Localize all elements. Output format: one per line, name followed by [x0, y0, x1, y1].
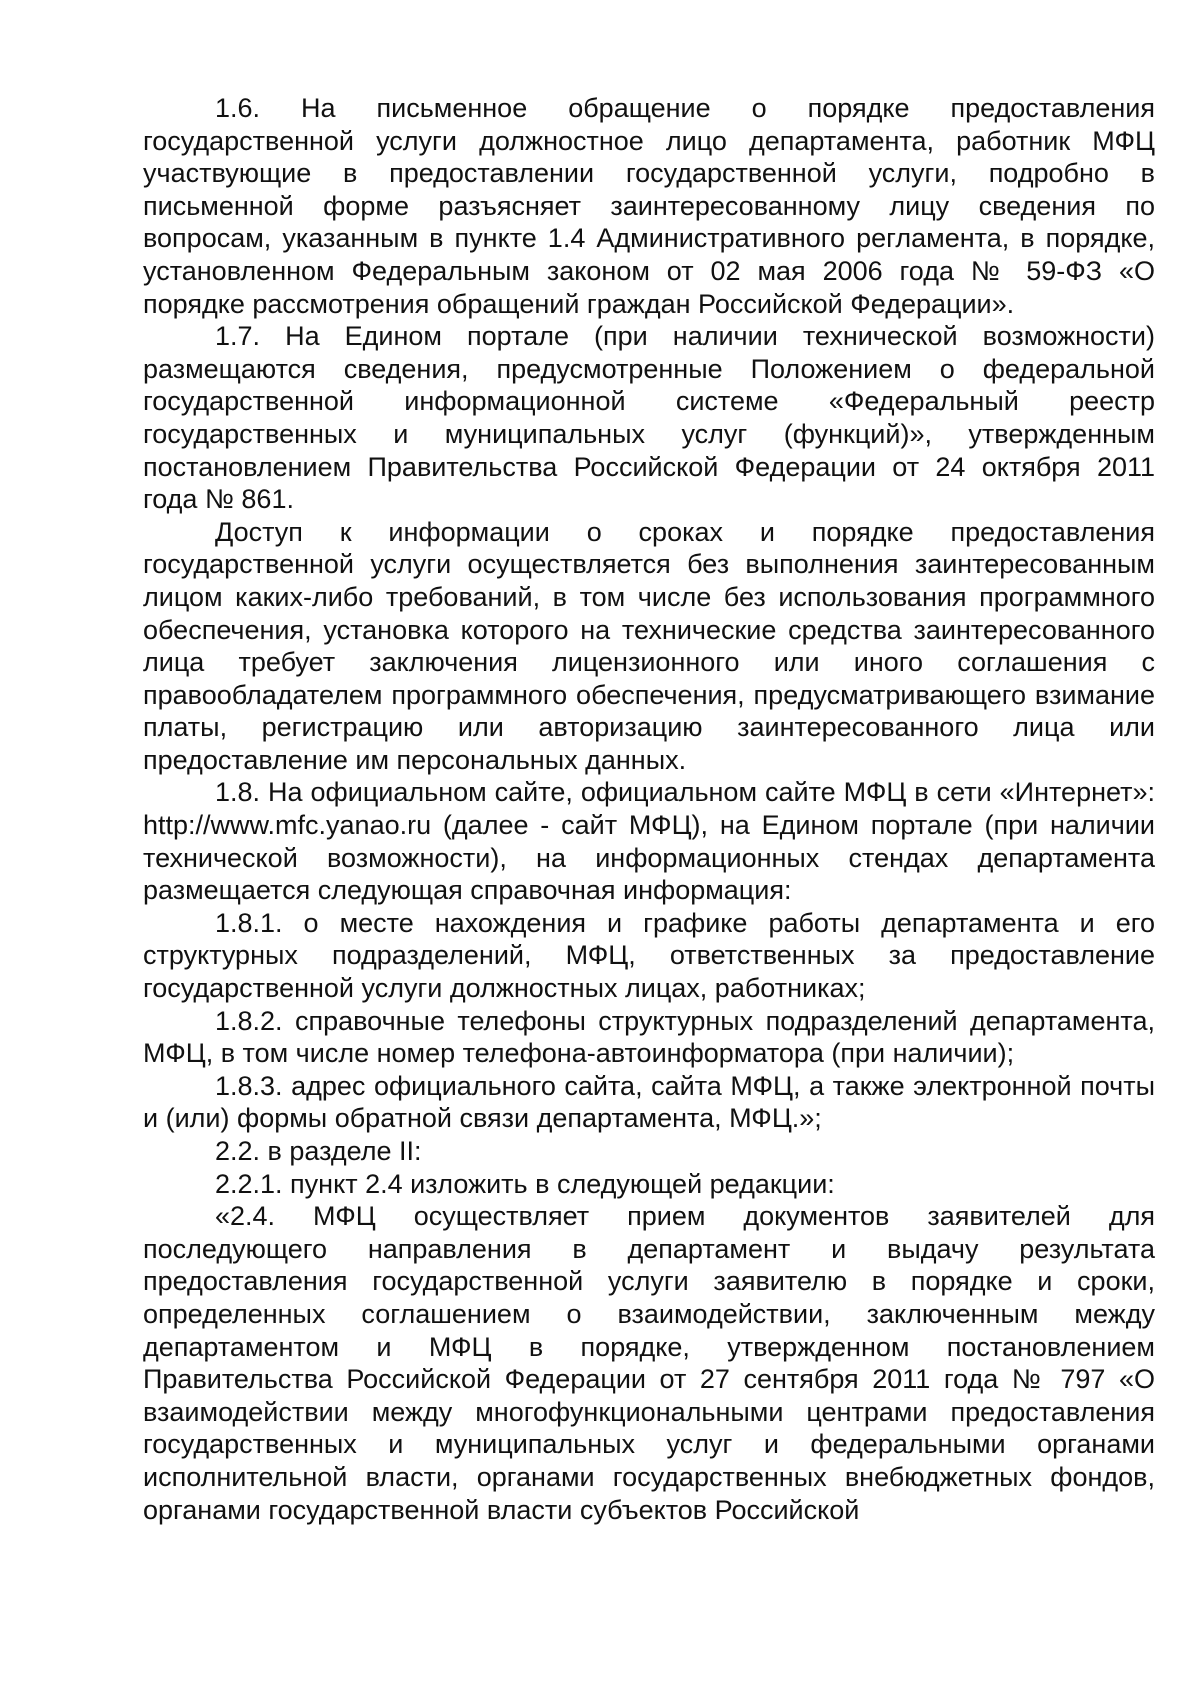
- paragraph-1-7: 1.7. На Едином портале (при наличии технической возможности) размещаются сведения, предусмотренные Положением о федеральной государственной информационной системе «Федеральный реестр государственных и муниципальных услуг (функций)», утвержденным постановлением Правительства Российской Федерации от 24 октября 2011 года № 861.: [143, 321, 1155, 515]
- paragraph-1-8-3: 1.8.3. адрес официального сайта, сайта МФЦ, а также электронной почты и (или) формы обратной связи департамента, МФЦ.»;: [143, 1070, 1155, 1134]
- paragraph-2-2-1: 2.2.1. пункт 2.4 изложить в следующей редакции:: [215, 1168, 835, 1199]
- paragraph-access-info: Доступ к информации о сроках и порядке предоставления государственной услуги осуществляется без выполнения заинтересованным лицом каких-либо требований, в том числе без использования программного обеспечения, установка которого на технические средства заинтересованного лица требует заключения лицензионного или иного соглашения с правообладателем программного обеспечения, предусматривающего взимание платы, регистрацию или авторизацию заинтересованного лица или предоставление им персональных данных.: [143, 516, 1155, 775]
- document-page: [143, 92, 1155, 1526]
- paragraph-1-6: 1.6. На письменное обращение о порядке предоставления государственной услуги должностное лицо департамента, работник МФЦ участвующие в предоставлении государственной услуги, подробно в письменной форме разъясняет заинтересованному лицу сведения по вопросам, указанным в пункте 1.4 Административного регламента, в порядке, установленном Федеральным законом от 02 мая 2006 года № 59-ФЗ «О порядке рассмотрения обращений граждан Российской Федерации».: [143, 93, 1155, 319]
- paragraph-1-8-2: 1.8.2. справочные телефоны структурных подразделений департамента, МФЦ, в том числе номер телефона-автоинформатора (при наличии);: [143, 1005, 1155, 1069]
- paragraph-2-4: «2.4. МФЦ осуществляет прием документов заявителей для последующего направления в департамент и выдачу результата предоставления государственной услуги заявителю в порядке и сроки, определенных соглашением о взаимодействии, заключенным между департаментом и МФЦ в порядке, утвержденном постановлением Правительства Российской Федерации от 27 сентября 2011 года № 797 «О взаимодействии между многофункциональными центрами предоставления государственных и муниципальных услуг и федеральными органами исполнительной власти, органами государственных внебюджетных фондов, органами государственной власти субъектов Российской: [143, 1201, 1155, 1525]
- paragraph-2-2: 2.2. в разделе II:: [215, 1136, 422, 1166]
- paragraph-1-8: 1.8. На официальном сайте, официальном сайте МФЦ в сети «Интернет»: http://www.mfc.yanao.ru (далее - сайт МФЦ), на Едином портале (при наличии технической возможности), на информационных стендах департамента размещается следующая справочная информация:: [143, 777, 1155, 906]
- paragraph-1-8-1: 1.8.1. о месте нахождения и графике работы департамента и его структурных подразделений, МФЦ, ответственных за предоставление государственной услуги должностных лицах, работниках;: [143, 907, 1155, 1004]
